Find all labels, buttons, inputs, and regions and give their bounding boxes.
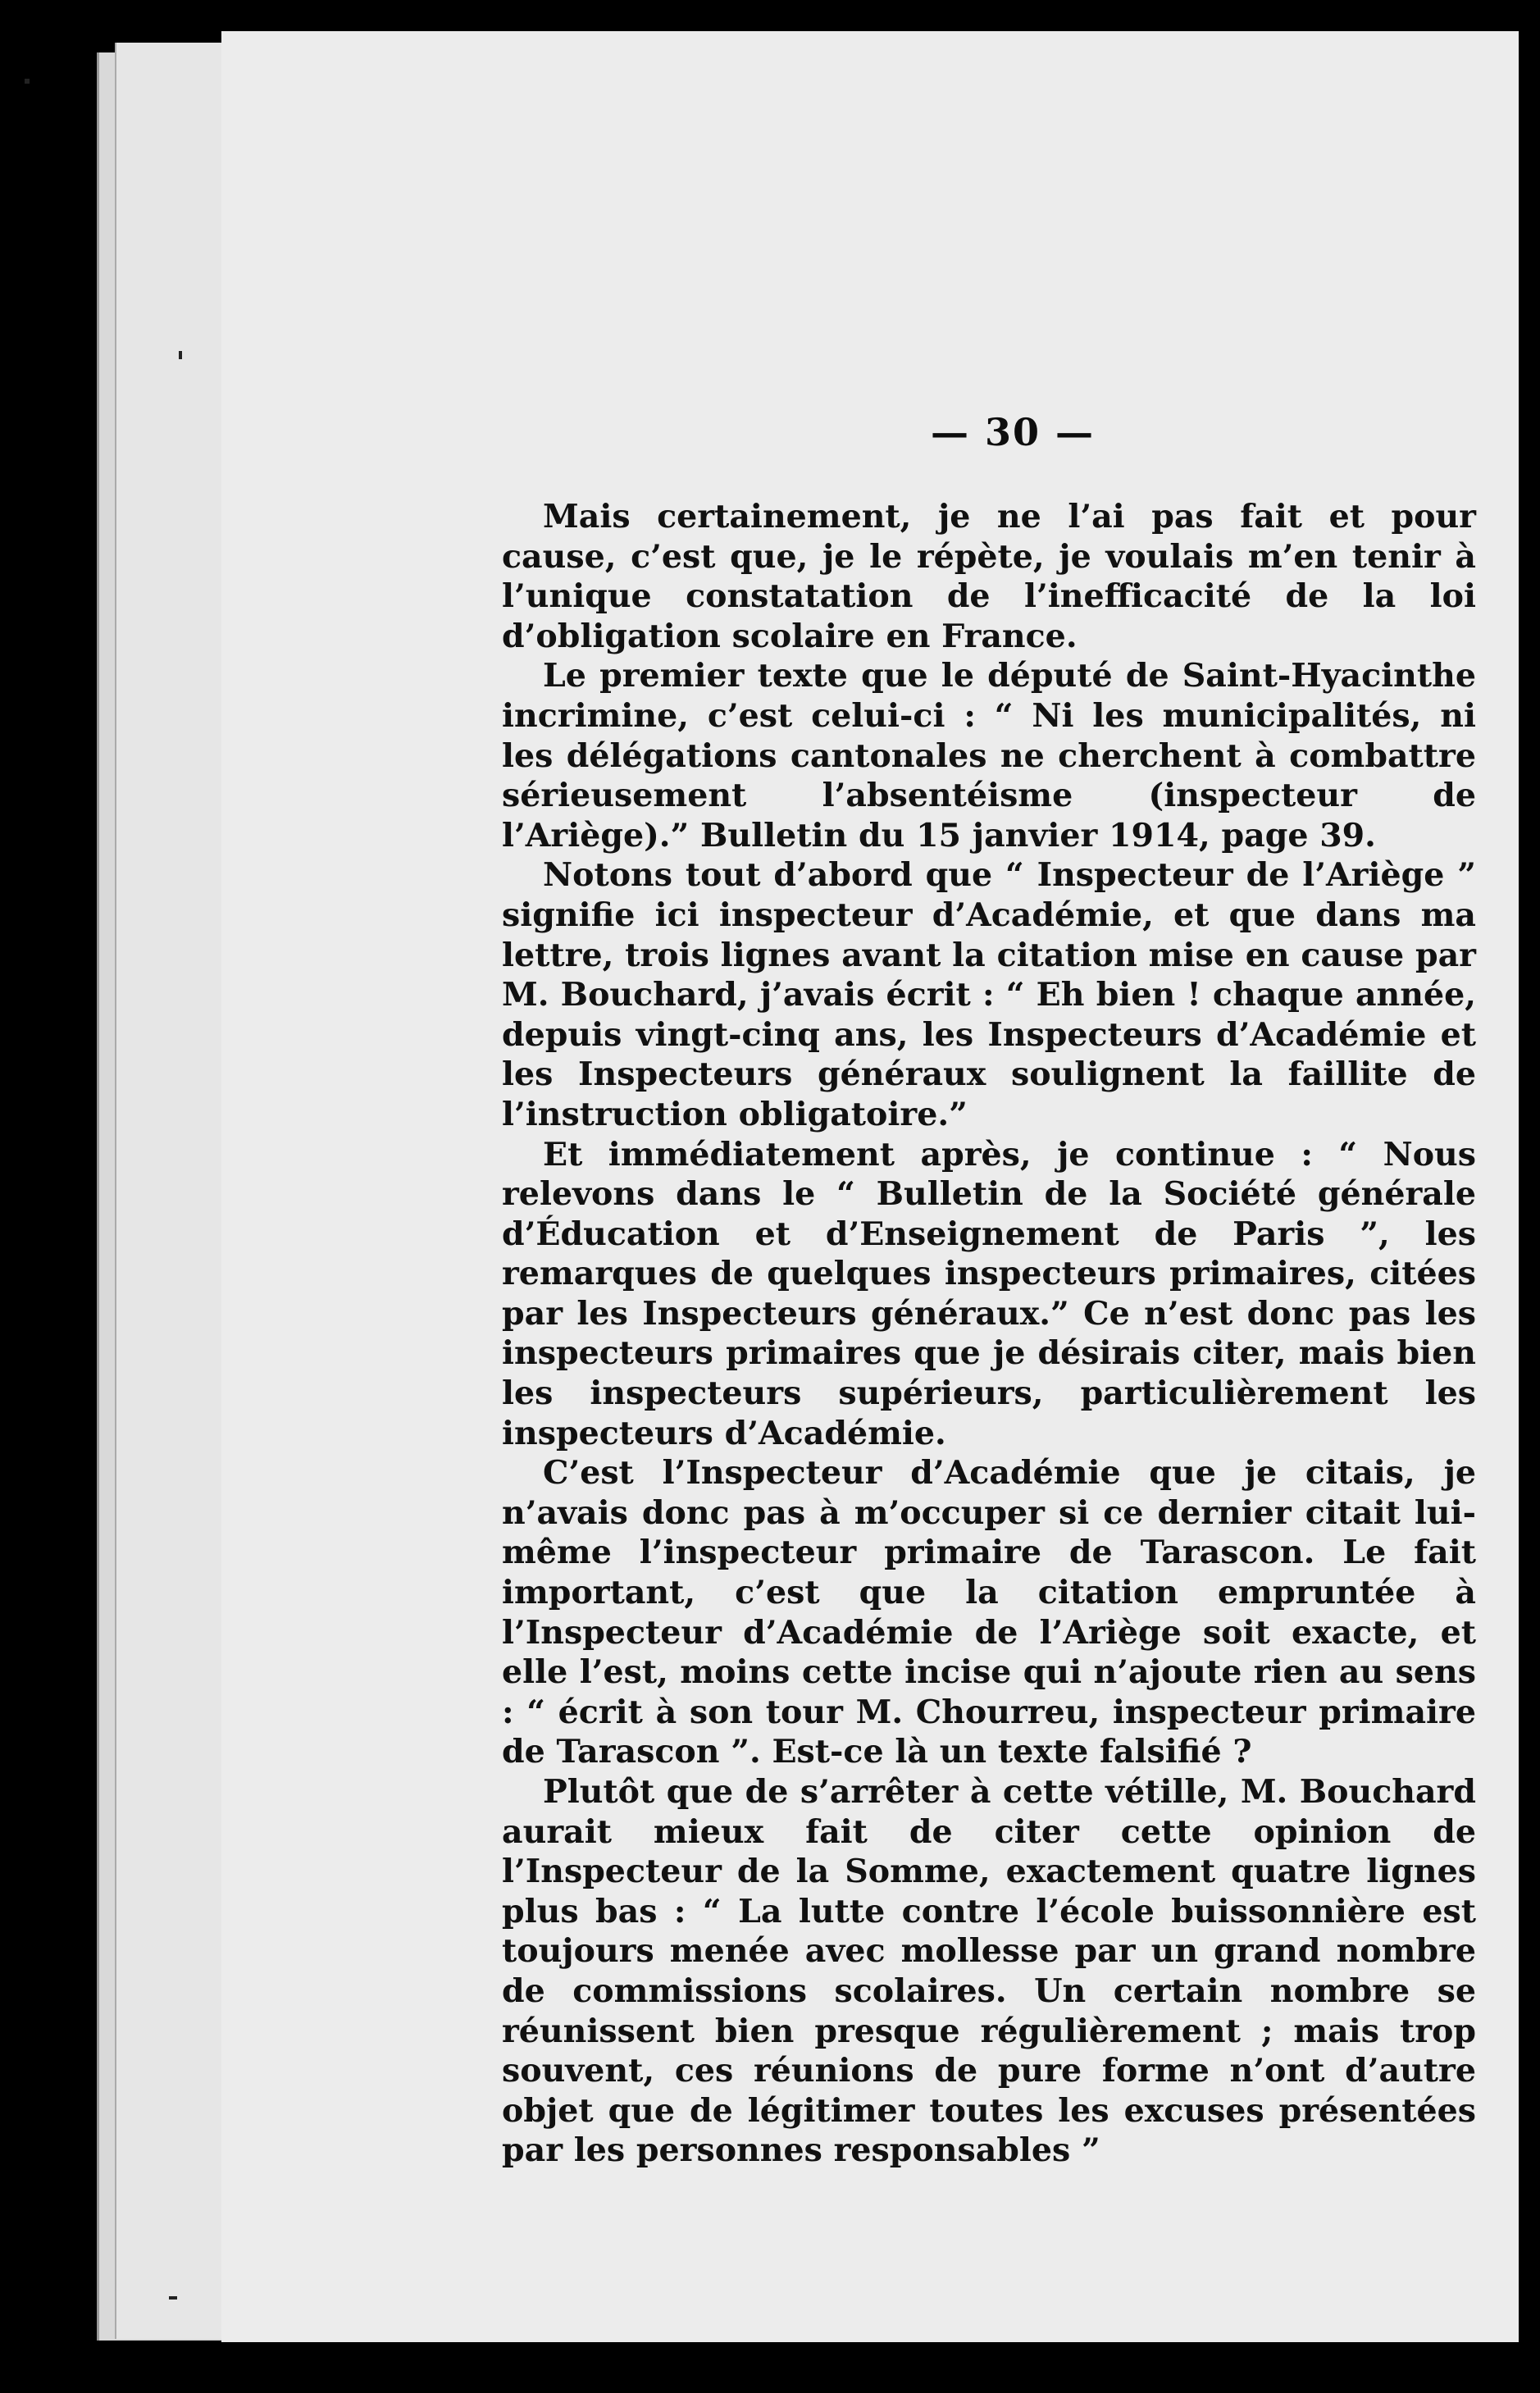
paragraph: Le premier texte que le député de Saint-Hyacinthe incrimine, c’est celui-ci : “ Ni les municipalités, ni les délégations cantonales ne cherchent à combattre sérieusement l’absentéisme (inspecteur de l’Ariège).” Bulletin du 15 janvier 1914, page 39. [502, 657, 1476, 855]
paragraph: Notons tout d’abord que “ Inspecteur de l’Ariège ” signifie ici inspecteur d’Académie, et que dans ma lettre, trois lignes avant la citation mise en cause par M. Bouchard, j’avais écrit : “ Eh bien ! chaque année, depuis vingt-cinq ans, les Inspecteurs d’Académie et les Inspecteurs généraux soulignent la faillite de l’instruction obligatoire.” [502, 856, 1476, 1133]
body-text [502, 497, 1476, 2171]
page-number: — 30 — [930, 410, 1096, 454]
scan-speck [25, 79, 30, 84]
paragraph: Mais certainement, je ne l’ai pas fait et pour cause, c’est que, je le répète, je voulais m’en tenir à l’unique constatation de l’inefficacité de la loi d’obligation scolaire en France. [502, 498, 1476, 655]
scan-speck [169, 2296, 177, 2300]
paragraph: Plutôt que de s’arrêter à cette vétille, M. Bouchard aurait mieux fait de citer cette opinion de l’Inspecteur de la Somme, exactement quatre lignes plus bas : “ La lutte contre l’école buissonnière est toujours menée avec mollesse par un grand nombre de commissions scolaires. Un certain nombre se réunissent bien presque régulièrement ; mais trop souvent, ces réunions de pure forme n’ont d’autre objet que de légitimer toutes les excuses présentées par les personnes responsables ” [502, 1773, 1476, 2170]
paragraph: Et immédiatement après, je continue : “ Nous relevons dans le “ Bulletin de la Société générale d’Éducation et d’Enseignement de Paris ”, les remarques de quelques inspecteurs primaires, citées par les Inspecteurs généraux.” Ce n’est donc pas les inspecteurs primaires que je désirais citer, mais bien les inspecteurs supérieurs, particulièrement les inspecteurs d’Académie. [502, 1135, 1476, 1452]
paragraph: C’est l’Inspecteur d’Académie que je citais, je n’avais donc pas à m’occuper si ce dernier citait lui-même l’inspecteur primaire de Tarascon. Le fait important, c’est que la citation empruntée à l’Inspecteur d’Académie de l’Ariège soit exacte, et elle l’est, moins cette incise qui n’ajoute rien au sens : “ écrit à son tour M. Chourreu, inspecteur primaire de Tarascon ”. Est-ce là un texte falsifié ? [502, 1454, 1476, 1771]
scan-speck [179, 351, 182, 359]
